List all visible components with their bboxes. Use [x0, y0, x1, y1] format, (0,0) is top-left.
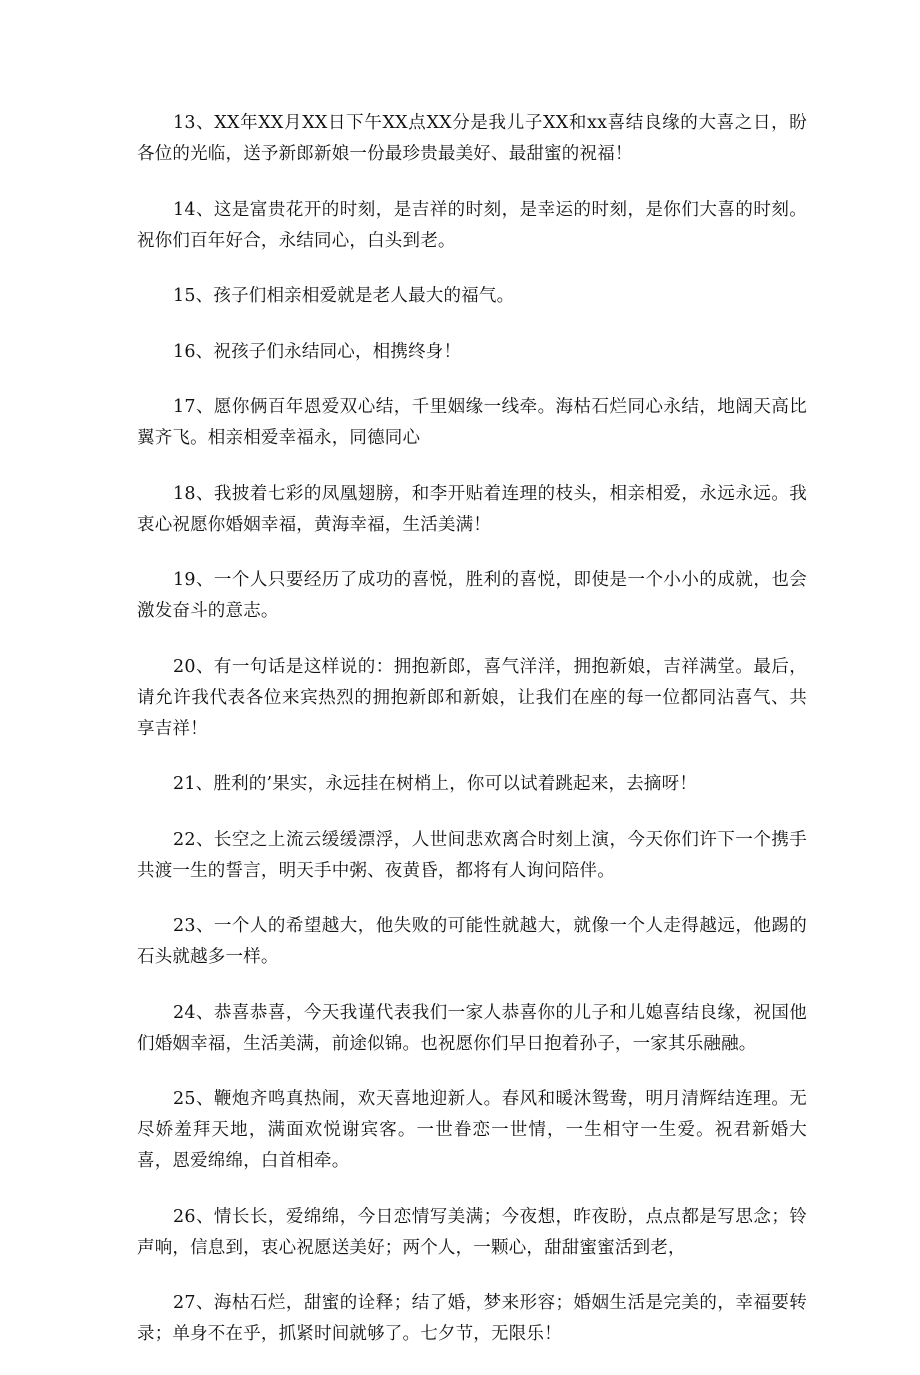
- paragraph-26: 26、情长长，爱绵绵，今日恋情写美满；今夜想，昨夜盼，点点都是写思念；铃声响，信息到，衷心祝愿送美好；两个人，一颗心，甜甜蜜蜜活到老，: [137, 1206, 807, 1258]
- paragraph-20: 20、有一句话是这样说的：拥抱新郎，喜气洋洋，拥抱新娘，吉祥满堂。最后，请允许我代表各位来宾热烈的拥抱新郎和新娘，让我们在座的每一位都同沾喜气、共享吉祥！: [137, 656, 807, 739]
- paragraph-18: 18、我披着七彩的凤凰翅膀，和李开贴着连理的枝头，相亲相爱，永远永远。我衷心祝愿你婚姻幸福，黄海幸福，生活美满！: [137, 483, 807, 535]
- paragraph-25: 25、鞭炮齐鸣真热闹，欢天喜地迎新人。春风和暖沐鸳鸯，明月清辉结连理。无尽娇羞拜天地，满面欢悦谢宾客。一世眷恋一世情，一生相守一生爱。祝君新婚大喜，恩爱绵绵，白首相牵。: [137, 1089, 807, 1171]
- paragraph-13: 13、XX年XX月XX日下午XX点XX分是我儿子XX和xx喜结良缘的大喜之日，盼各位的光临，送予新郎新娘一份最珍贵最美好、最甜蜜的祝福！: [137, 113, 807, 164]
- paragraph-23: 23、一个人的希望越大，他失败的可能性就越大，就像一个人走得越远，他踢的石头就越多一样。: [137, 916, 807, 967]
- paragraph-27: 27、海枯石烂，甜蜜的诠释；结了婚，梦来形容；婚姻生活是完美的，幸福要转录；单身不在乎，抓紧时间就够了。七夕节，无限乐！: [137, 1293, 807, 1344]
- paragraph-15: 15、孩子们相亲相爱就是老人最大的福气。: [173, 286, 515, 306]
- document-body: [137, 108, 807, 1375]
- paragraph-19: 19、一个人只要经历了成功的喜悦，胜利的喜悦，即使是一个小小的成就，也会激发奋斗的意志。: [137, 570, 807, 621]
- paragraph-17: 17、愿你俩百年恩爱双心结，千里姻缘一线牵。海枯石烂同心永结，地阔天高比翼齐飞。相亲相爱幸福永，同德同心: [137, 397, 807, 448]
- paragraph-14: 14、这是富贵花开的时刻，是吉祥的时刻，是幸运的时刻，是你们大喜的时刻。祝你们百年好合，永结同心，白头到老。: [137, 199, 807, 251]
- paragraph-21: 21、胜利的’果实，永远挂在树梢上，你可以试着跳起来，去摘呀！: [173, 774, 698, 794]
- paragraph-22: 22、长空之上流云缓缓漂浮，人世间悲欢离合时刻上演，今天你们许下一个携手共渡一生的誓言，明天手中粥、夜黄昏，都将有人询问陪伴。: [137, 829, 807, 881]
- paragraph-24: 24、恭喜恭喜，今天我谨代表我们一家人恭喜你的儿子和儿媳喜结良缘，祝国他们婚姻幸福，生活美满，前途似锦。也祝愿你们早日抱着孙子，一家其乐融融。: [137, 1002, 807, 1054]
- paragraph-16: 16、祝孩子们永结同心，相携终身！: [173, 341, 462, 362]
